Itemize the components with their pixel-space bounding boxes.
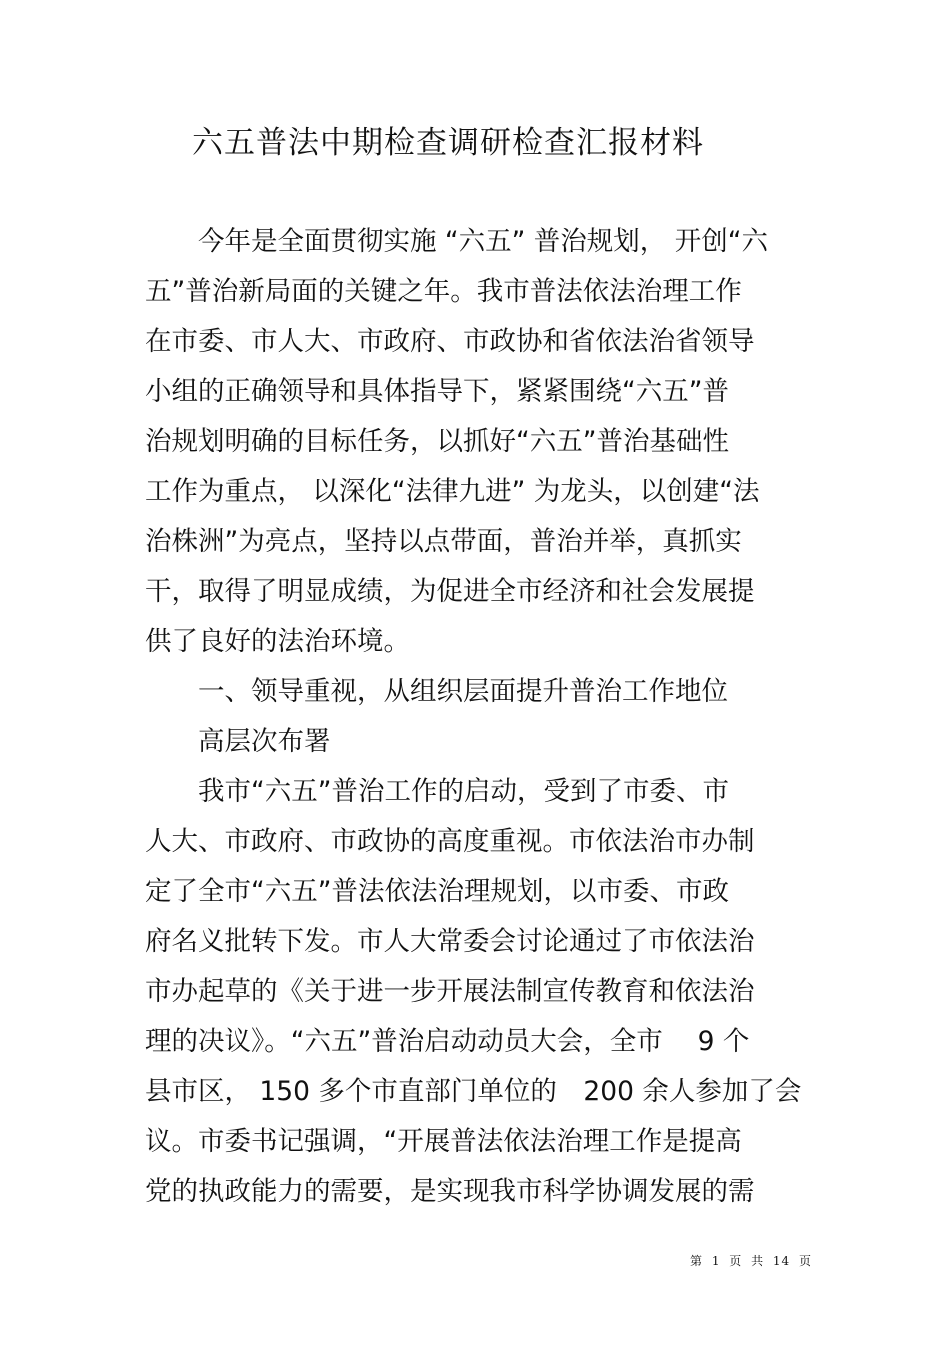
body-line: 治株洲”为亮点，坚持以点带面，普治并举，真抓实 xyxy=(145,526,742,557)
body-line: 工作为重点， 以深化“法律九进” 为龙头，以创建“法 xyxy=(145,476,760,507)
body-line: 治规划明确的目标任务，以抓好“六五”普治基础性 xyxy=(145,426,729,457)
body-line: 供了良好的法治环境。 xyxy=(145,626,410,657)
body-line: 小组的正确领导和具体指导下，紧紧围绕“六五”普 xyxy=(145,376,729,407)
page-number-footer: 第 1 页 共 14 页 xyxy=(690,1254,812,1268)
body-line: 人大、市政府、市政协的高度重视。市依法治市办制 xyxy=(145,826,755,857)
body-line: 今年是全面贯彻实施 “六五” 普治规划， 开创“六 xyxy=(145,226,768,257)
body-line: 在市委、市人大、市政府、市政协和省依法治省领导 xyxy=(145,326,755,357)
body-line: 五”普治新局面的关键之年。我市普法依法治理工作 xyxy=(145,276,742,307)
subsection-heading: 高层次布署 xyxy=(145,726,331,757)
body-line: 府名义批转下发。市人大常委会讨论通过了市依法治 xyxy=(145,926,755,957)
document-title: 六五普法中期检查调研检查汇报材料 xyxy=(192,125,704,161)
body-line: 我市“六五”普治工作的启动，受到了市委、市 xyxy=(145,776,729,807)
body-line: 干，取得了明显成绩，为促进全市经济和社会发展提 xyxy=(145,576,755,607)
body-line: 党的执政能力的需要，是实现我市科学协调发展的需 xyxy=(145,1176,755,1207)
body-line: 定了全市“六五”普法依法治理规划，以市委、市政 xyxy=(145,876,729,907)
body-line: 县市区， 150 多个市直部门单位的 200 余人参加了会 xyxy=(145,1076,802,1107)
body-line: 市办起草的《关于进一步开展法制宣传教育和依法治 xyxy=(145,976,755,1007)
body-line: 议。市委书记强调，“开展普法依法治理工作是提高 xyxy=(145,1126,742,1157)
body-line: 理的决议》。“六五”普治启动动员大会，全市 9 个 xyxy=(145,1026,750,1057)
section-heading: 一、领导重视，从组织层面提升普治工作地位 xyxy=(145,676,728,707)
